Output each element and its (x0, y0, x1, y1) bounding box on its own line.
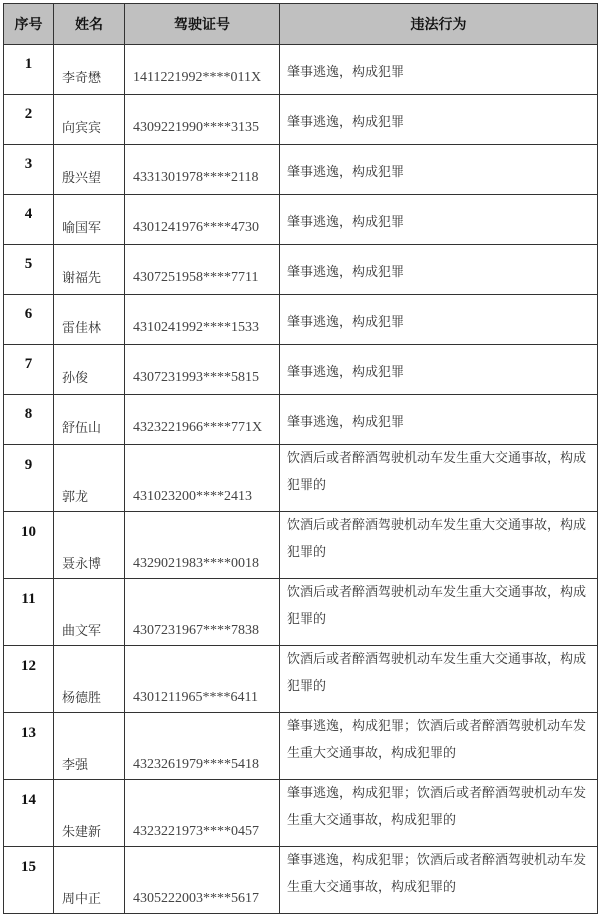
row-number: 11 (4, 579, 54, 646)
table-row (4, 847, 598, 914)
row-license: 4301211965****6411 (125, 646, 280, 713)
table-row (4, 512, 598, 579)
table-row (4, 646, 598, 713)
row-number: 5 (4, 245, 54, 295)
row-number: 15 (4, 847, 54, 914)
row-violation: 肇事逃逸，构成犯罪 (280, 45, 598, 95)
row-name: 孙俊 (54, 345, 125, 395)
row-license: 4309221990****3135 (125, 95, 280, 145)
row-name: 向宾宾 (54, 95, 125, 145)
row-name: 杨德胜 (54, 646, 125, 713)
table-row (4, 195, 598, 245)
row-violation: 肇事逃逸，构成犯罪 (280, 95, 598, 145)
table-row (4, 780, 598, 847)
row-violation: 肇事逃逸，构成犯罪 (280, 295, 598, 345)
row-number: 8 (4, 395, 54, 445)
row-number: 3 (4, 145, 54, 195)
table-row (4, 445, 598, 512)
row-license: 4307231993****5815 (125, 345, 280, 395)
row-license: 4323221973****0457 (125, 780, 280, 847)
table-row (4, 579, 598, 646)
row-name: 周中正 (54, 847, 125, 914)
row-number: 1 (4, 45, 54, 95)
header-name: 姓名 (54, 4, 125, 45)
table-row (4, 713, 598, 780)
row-number: 9 (4, 445, 54, 512)
row-violation: 肇事逃逸，构成犯罪；饮酒后或者醉酒驾驶机动车发生重大交通事故，构成犯罪的 (280, 713, 598, 780)
row-violation: 肇事逃逸，构成犯罪；饮酒后或者醉酒驾驶机动车发生重大交通事故，构成犯罪的 (280, 847, 598, 914)
row-violation: 饮酒后或者醉酒驾驶机动车发生重大交通事故，构成犯罪的 (280, 445, 598, 512)
row-name: 李奇懋 (54, 45, 125, 95)
row-violation: 饮酒后或者醉酒驾驶机动车发生重大交通事故，构成犯罪的 (280, 646, 598, 713)
row-violation: 饮酒后或者醉酒驾驶机动车发生重大交通事故，构成犯罪的 (280, 579, 598, 646)
row-license: 4305222003****5617 (125, 847, 280, 914)
row-violation: 肇事逃逸，构成犯罪 (280, 195, 598, 245)
row-violation: 肇事逃逸，构成犯罪 (280, 345, 598, 395)
row-license: 4323221966****771X (125, 395, 280, 445)
row-license: 4323261979****5418 (125, 713, 280, 780)
table-row (4, 345, 598, 395)
table-row (4, 95, 598, 145)
row-violation: 肇事逃逸，构成犯罪；饮酒后或者醉酒驾驶机动车发生重大交通事故，构成犯罪的 (280, 780, 598, 847)
row-number: 13 (4, 713, 54, 780)
row-license: 431023200****2413 (125, 445, 280, 512)
table-row (4, 45, 598, 95)
row-name: 李强 (54, 713, 125, 780)
row-number: 14 (4, 780, 54, 847)
table-row (4, 145, 598, 195)
row-name: 雷佳林 (54, 295, 125, 345)
row-number: 2 (4, 95, 54, 145)
row-number: 4 (4, 195, 54, 245)
row-license: 4307251958****7711 (125, 245, 280, 295)
row-license: 4301241976****4730 (125, 195, 280, 245)
header-no: 序号 (4, 4, 54, 45)
row-license: 4307231967****7838 (125, 579, 280, 646)
table-header (4, 4, 598, 45)
row-license: 4310241992****1533 (125, 295, 280, 345)
row-name: 谢福先 (54, 245, 125, 295)
row-number: 10 (4, 512, 54, 579)
row-number: 12 (4, 646, 54, 713)
row-license: 1411221992****011X (125, 45, 280, 95)
table-body (4, 45, 598, 914)
row-name: 舒伍山 (54, 395, 125, 445)
header-violation: 违法行为 (280, 4, 598, 45)
row-name: 聂永博 (54, 512, 125, 579)
header-row (4, 4, 598, 45)
row-violation: 肇事逃逸，构成犯罪 (280, 145, 598, 195)
row-violation: 肇事逃逸，构成犯罪 (280, 395, 598, 445)
row-name: 朱建新 (54, 780, 125, 847)
table-row (4, 295, 598, 345)
row-license: 4329021983****0018 (125, 512, 280, 579)
row-name: 喻国军 (54, 195, 125, 245)
row-number: 6 (4, 295, 54, 345)
row-violation: 饮酒后或者醉酒驾驶机动车发生重大交通事故，构成犯罪的 (280, 512, 598, 579)
violations-table (3, 3, 598, 914)
row-name: 曲文军 (54, 579, 125, 646)
row-number: 7 (4, 345, 54, 395)
header-license: 驾驶证号 (125, 4, 280, 45)
row-name: 殷兴望 (54, 145, 125, 195)
row-violation: 肇事逃逸，构成犯罪 (280, 245, 598, 295)
row-name: 郭龙 (54, 445, 125, 512)
table-row (4, 395, 598, 445)
row-license: 4331301978****2118 (125, 145, 280, 195)
table-row (4, 245, 598, 295)
